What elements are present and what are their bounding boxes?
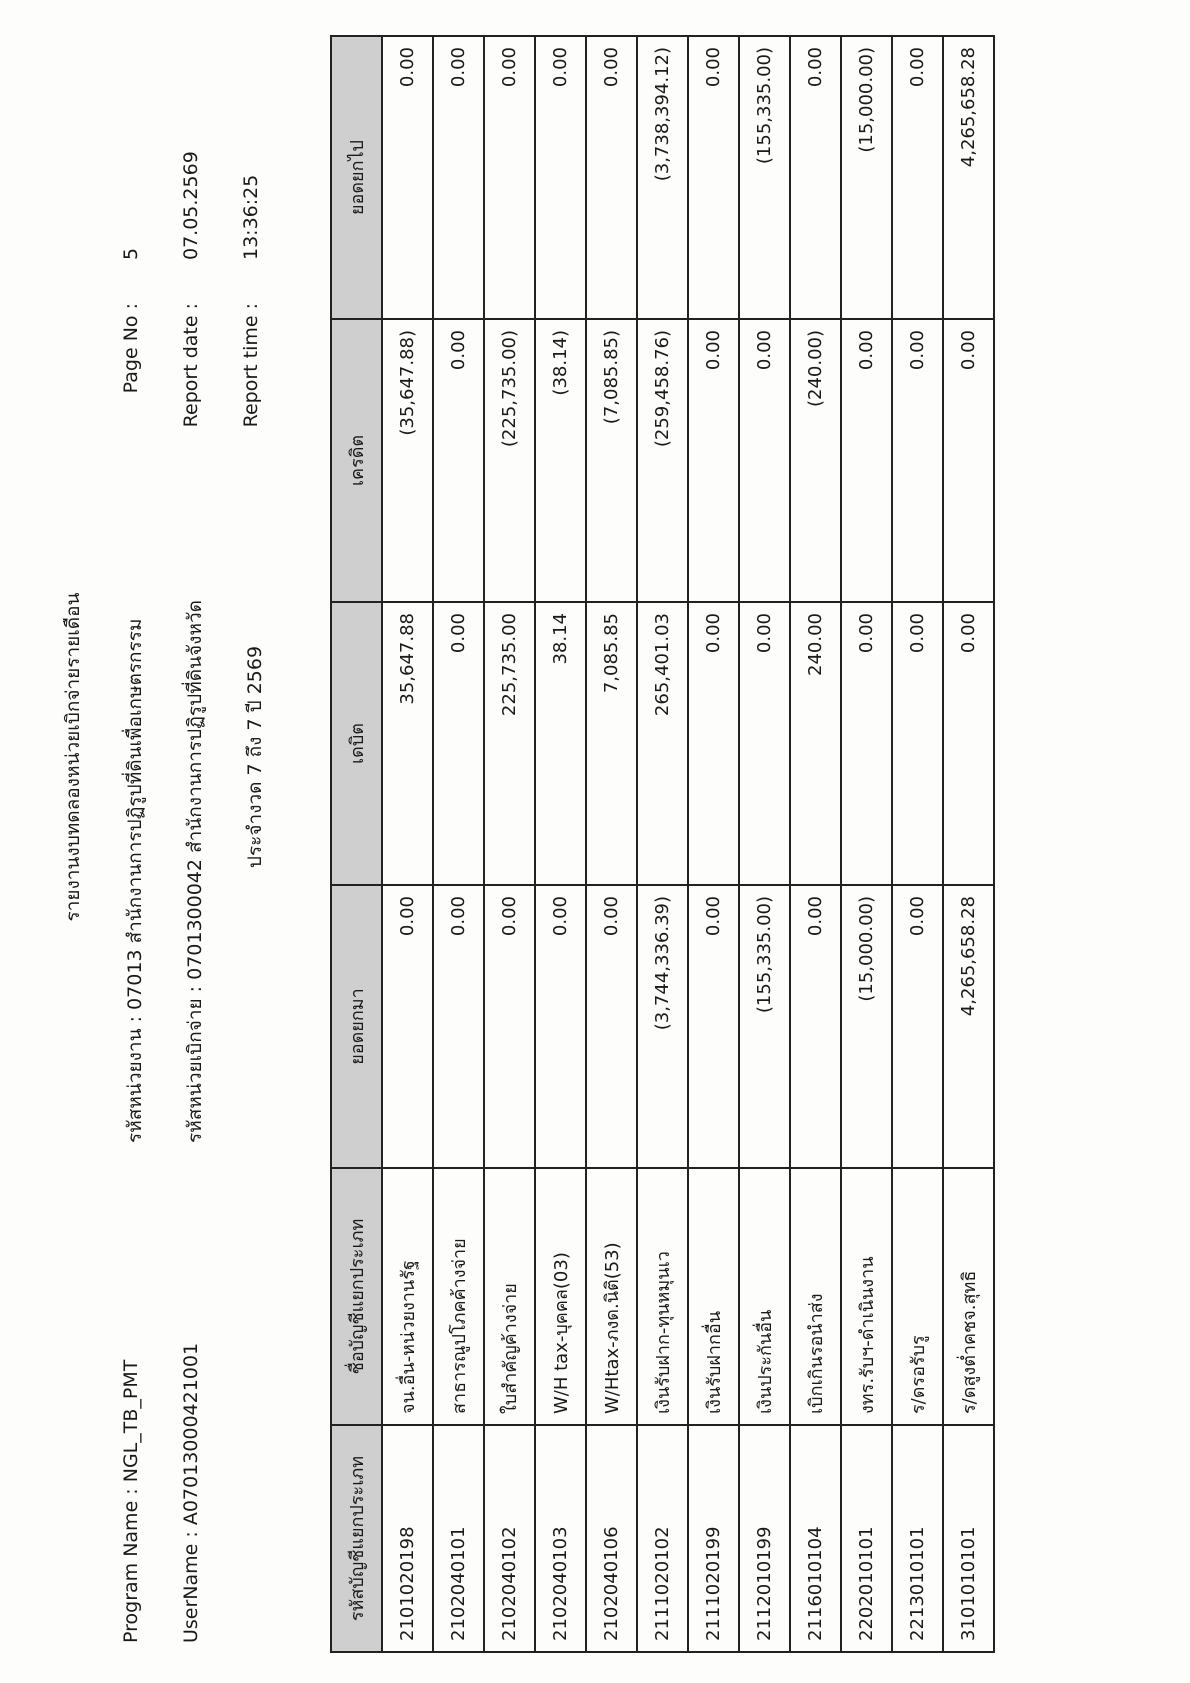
cell-closing-balance: 0.00 xyxy=(790,36,841,319)
col-header-opening-balance: ยอดยกมา xyxy=(331,885,382,1168)
cell-credit: (240.00) xyxy=(790,319,841,602)
table-row xyxy=(433,36,484,1652)
cell-account-name: สาธารณูปโภคค้างจ่าย xyxy=(433,1168,484,1425)
table-row xyxy=(688,36,739,1652)
cell-account-code: 2102040106 xyxy=(586,1425,637,1652)
disbursement-unit: รหัสหน่วยเบิกจ่าย : 0701300042 สำนักงานการปฏิรูปที่ดินจังหวัด xyxy=(184,600,206,1143)
cell-account-name: ใบสำคัญค้างจ่าย xyxy=(484,1168,535,1425)
cell-account-code: 2102040102 xyxy=(484,1425,535,1652)
cell-opening-balance: 0.00 xyxy=(790,885,841,1168)
cell-opening-balance: (15,000.00) xyxy=(841,885,892,1168)
table-row xyxy=(484,36,535,1652)
cell-opening-balance: 0.00 xyxy=(535,885,586,1168)
program-name: Program Name : NGL_TB_PMT xyxy=(120,1359,142,1643)
cell-account-code: 3101010101 xyxy=(943,1425,994,1652)
cell-debit: 240.00 xyxy=(790,602,841,885)
cell-credit: (225,735.00) xyxy=(484,319,535,602)
cell-account-name: ร/ดสูงต่ำคชจ.สุทธิ xyxy=(943,1168,994,1425)
cell-account-name: เงินรับฝาก-ทุนหมุนเว xyxy=(637,1168,688,1425)
table-row xyxy=(586,36,637,1652)
col-header-credit: เครดิต xyxy=(331,319,382,602)
cell-debit: 7,085.85 xyxy=(586,602,637,885)
page-no-label: Page No : xyxy=(120,303,142,394)
report-title: รายงานงบทดลองหน่วยเบิกจ่ายรายเดือน xyxy=(62,592,84,922)
cell-debit: 0.00 xyxy=(841,602,892,885)
cell-credit: 0.00 xyxy=(892,319,943,602)
cell-account-code: 2112010199 xyxy=(739,1425,790,1652)
cell-closing-balance: 0.00 xyxy=(535,36,586,319)
table-row xyxy=(790,36,841,1652)
table-row xyxy=(637,36,688,1652)
cell-account-code: 2101020198 xyxy=(382,1425,433,1652)
cell-account-name: ร/ดรอรับรู xyxy=(892,1168,943,1425)
cell-debit: 0.00 xyxy=(943,602,994,885)
cell-account-name: จน.อื่น-หน่วยงานรัฐ xyxy=(382,1168,433,1425)
cell-closing-balance: 0.00 xyxy=(688,36,739,319)
cell-closing-balance: (15,000.00) xyxy=(841,36,892,319)
cell-account-name: W/H tax-บุคคล(03) xyxy=(535,1168,586,1425)
cell-account-code: 2213010101 xyxy=(892,1425,943,1652)
cell-account-name: เงินรับฝากอื่น xyxy=(688,1168,739,1425)
col-header-account-code: รหัสบัญชีแยกประเภท xyxy=(331,1425,382,1652)
cell-debit: 0.00 xyxy=(433,602,484,885)
table-row xyxy=(892,36,943,1652)
cell-debit: 35,647.88 xyxy=(382,602,433,885)
col-header-closing-balance: ยอดยกไป xyxy=(331,36,382,319)
cell-debit: 225,735.00 xyxy=(484,602,535,885)
cell-credit: 0.00 xyxy=(943,319,994,602)
cell-opening-balance: (155,335.00) xyxy=(739,885,790,1168)
cell-account-code: 2102040103 xyxy=(535,1425,586,1652)
table-row xyxy=(535,36,586,1652)
cell-credit: 0.00 xyxy=(688,319,739,602)
cell-opening-balance: 0.00 xyxy=(382,885,433,1168)
cell-closing-balance: 0.00 xyxy=(892,36,943,319)
cell-debit: 0.00 xyxy=(892,602,943,885)
report-time-value: 13:36:25 xyxy=(240,174,262,260)
cell-opening-balance: 0.00 xyxy=(688,885,739,1168)
cell-closing-balance: 0.00 xyxy=(382,36,433,319)
cell-closing-balance: (155,335.00) xyxy=(739,36,790,319)
report-date-value: 07.05.2569 xyxy=(180,151,202,260)
cell-account-name: เงินประกันอื่น xyxy=(739,1168,790,1425)
cell-account-name: W/Htax-ภงด.นิติ(53) xyxy=(586,1168,637,1425)
cell-credit: 0.00 xyxy=(841,319,892,602)
cell-opening-balance: 0.00 xyxy=(892,885,943,1168)
cell-opening-balance: 0.00 xyxy=(586,885,637,1168)
cell-debit: 0.00 xyxy=(688,602,739,885)
table-row xyxy=(382,36,433,1652)
cell-closing-balance: 4,265,658.28 xyxy=(943,36,994,319)
cell-credit: (7,085.85) xyxy=(586,319,637,602)
table-header-row xyxy=(331,36,382,1652)
cell-credit: (38.14) xyxy=(535,319,586,602)
table-row xyxy=(739,36,790,1652)
agency-code: รหัสหน่วยงาน : 07013 สำนักงานการปฏิรูปที่ดินเพื่อเกษตรกรรม xyxy=(124,618,146,1143)
cell-opening-balance: 0.00 xyxy=(484,885,535,1168)
cell-opening-balance: (3,744,336.39) xyxy=(637,885,688,1168)
cell-opening-balance: 0.00 xyxy=(433,885,484,1168)
cell-account-name: เบิกเกินรอนำส่ง xyxy=(790,1168,841,1425)
cell-opening-balance: 4,265,658.28 xyxy=(943,885,994,1168)
table-row xyxy=(943,36,994,1652)
trial-balance-table xyxy=(330,35,995,1653)
cell-closing-balance: 0.00 xyxy=(586,36,637,319)
cell-closing-balance: 0.00 xyxy=(433,36,484,319)
user-name: UserName : A07013000421001 xyxy=(180,1342,202,1643)
report-period: ประจำงวด 7 ถึง 7 ปี 2569 xyxy=(244,645,266,869)
cell-account-code: 2111020199 xyxy=(688,1425,739,1652)
col-header-account-name: ชื่อบัญชีแยกประเภท xyxy=(331,1168,382,1425)
cell-credit: 0.00 xyxy=(739,319,790,602)
cell-account-name: งทร.รับฯ-ดำเนินงาน xyxy=(841,1168,892,1425)
cell-credit: 0.00 xyxy=(433,319,484,602)
report-date-label: Report date : xyxy=(180,303,202,428)
cell-account-code: 2102040101 xyxy=(433,1425,484,1652)
report-time-label: Report time : xyxy=(240,303,262,428)
cell-account-code: 2111020102 xyxy=(637,1425,688,1652)
page-no-value: 5 xyxy=(120,247,142,260)
cell-closing-balance: (3,738,394.12) xyxy=(637,36,688,319)
cell-debit: 265,401.03 xyxy=(637,602,688,885)
col-header-debit: เดบิต xyxy=(331,602,382,885)
cell-credit: (35,647.88) xyxy=(382,319,433,602)
table-body xyxy=(382,36,994,1652)
table-row xyxy=(841,36,892,1652)
cell-debit: 38.14 xyxy=(535,602,586,885)
cell-closing-balance: 0.00 xyxy=(484,36,535,319)
cell-debit: 0.00 xyxy=(739,602,790,885)
cell-account-code: 2116010104 xyxy=(790,1425,841,1652)
cell-credit: (259,458.76) xyxy=(637,319,688,602)
cell-account-code: 2202010101 xyxy=(841,1425,892,1652)
